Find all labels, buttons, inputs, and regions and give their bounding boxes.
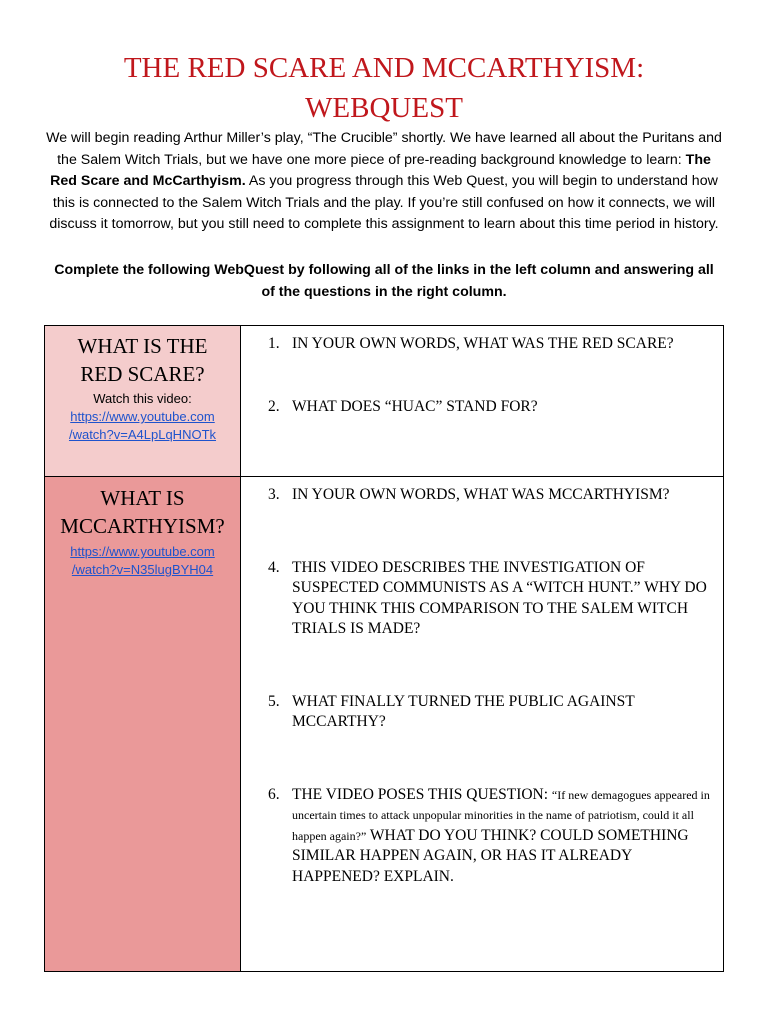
section-red-scare-heading [45,332,240,388]
question-list-1 [241,334,723,417]
question-text: THE VIDEO POSES THIS QUESTION: [292,785,552,803]
heading-line-1: WHAT IS [100,486,185,510]
intro-play-title: “The Crucible” [307,130,398,146]
question-2 [241,397,723,418]
section-red-scare-cell [45,326,241,477]
watch-video-label: Watch this video: [93,391,192,406]
question-number: 3. [268,486,280,503]
title-line-1: THE RED SCARE AND MCCARTHYISM: [123,52,645,84]
questions-cell-1 [241,326,724,477]
link-line-1: https://www.youtube.com [70,544,215,559]
section-mccarthyism-cell [45,477,241,972]
heading-line-2: MCCARTHYISM? [60,514,225,538]
instructions: Complete the following WebQuest by following all of the links in the left column and answering all of the questions in the right column. [54,262,714,300]
link-line-2: /watch?v=N35lugBYH04 [71,562,214,577]
webquest-table [44,325,724,972]
question-text: WHAT FINALLY TURNED THE PUBLIC AGAINST MCCARTHY? [292,692,635,730]
question-1 [241,334,723,355]
question-number: 6. [268,785,280,803]
link-line-1: https://www.youtube.com [70,409,215,424]
question-text: IN YOUR OWN WORDS, WHAT WAS THE RED SCARE? [292,335,674,352]
question-4 [241,558,723,640]
title-line-2: WEBQUEST [305,92,463,124]
question-list-2 [241,485,723,887]
question-number: 2. [268,397,280,415]
question-text-continued: WHAT DO YOU THINK? COULD SOMETHING SIMILAR HAPPEN AGAIN, OR HAS IT ALREADY HAPPENED? EXPLAIN. [292,826,689,885]
intro-topic: The Red Scare and McCarthyism. [50,151,711,190]
red-scare-video-link[interactable] [45,408,240,444]
section-mccarthyism-heading [45,484,240,540]
intro-text-1: We will begin reading Arthur Miller’s play, [46,130,308,146]
question-3 [241,485,723,506]
question-text: THIS VIDEO DESCRIBES THE INVESTIGATION OF SUSPECTED COMMUNISTS AS A “WITCH HUNT.” WHY DO YOU THINK THIS COMPARISON TO THE SALEM WITCH TRIALS IS MADE? [292,558,707,637]
section-row-mccarthyism [45,477,724,972]
question-quote: “If new demagogues appeared in uncertain times to attack unpopular minorities in the name of patriotism, could it all happen again?” [292,787,710,843]
mccarthyism-video-link[interactable] [45,543,240,579]
intro-text-3: As you progress through this Web Quest, you will begin to understand how this is connected to the Salem Witch Trials and the play. If you’re still confused on how it connects, we will discuss it tomorrow, but you still need to complete this assignment to learn about this time period in history. [49,173,719,233]
question-text: IN YOUR OWN WORDS, WHAT WAS MCCARTHYISM? [292,486,670,503]
question-number: 1. [268,335,280,352]
questions-cell-2 [241,477,724,972]
question-text: WHAT DOES “HUAC” STAND FOR? [292,397,538,415]
section-row-red-scare [45,326,724,477]
intro-text-2: shortly. We have learned all about the Puritans and the Salem Witch Trials, but we have one more piece of pre-reading background knowledge to learn: [57,130,722,168]
page-title [0,48,768,128]
intro-paragraph [46,128,722,236]
question-6 [241,785,723,888]
question-number: 5. [268,692,280,710]
question-5 [241,692,723,733]
question-number: 4. [268,558,280,576]
link-line-2: /watch?v=A4LpLqHNOTk [68,427,217,442]
heading-line-1: WHAT IS THE [77,334,208,358]
heading-line-2: RED SCARE? [80,362,205,386]
